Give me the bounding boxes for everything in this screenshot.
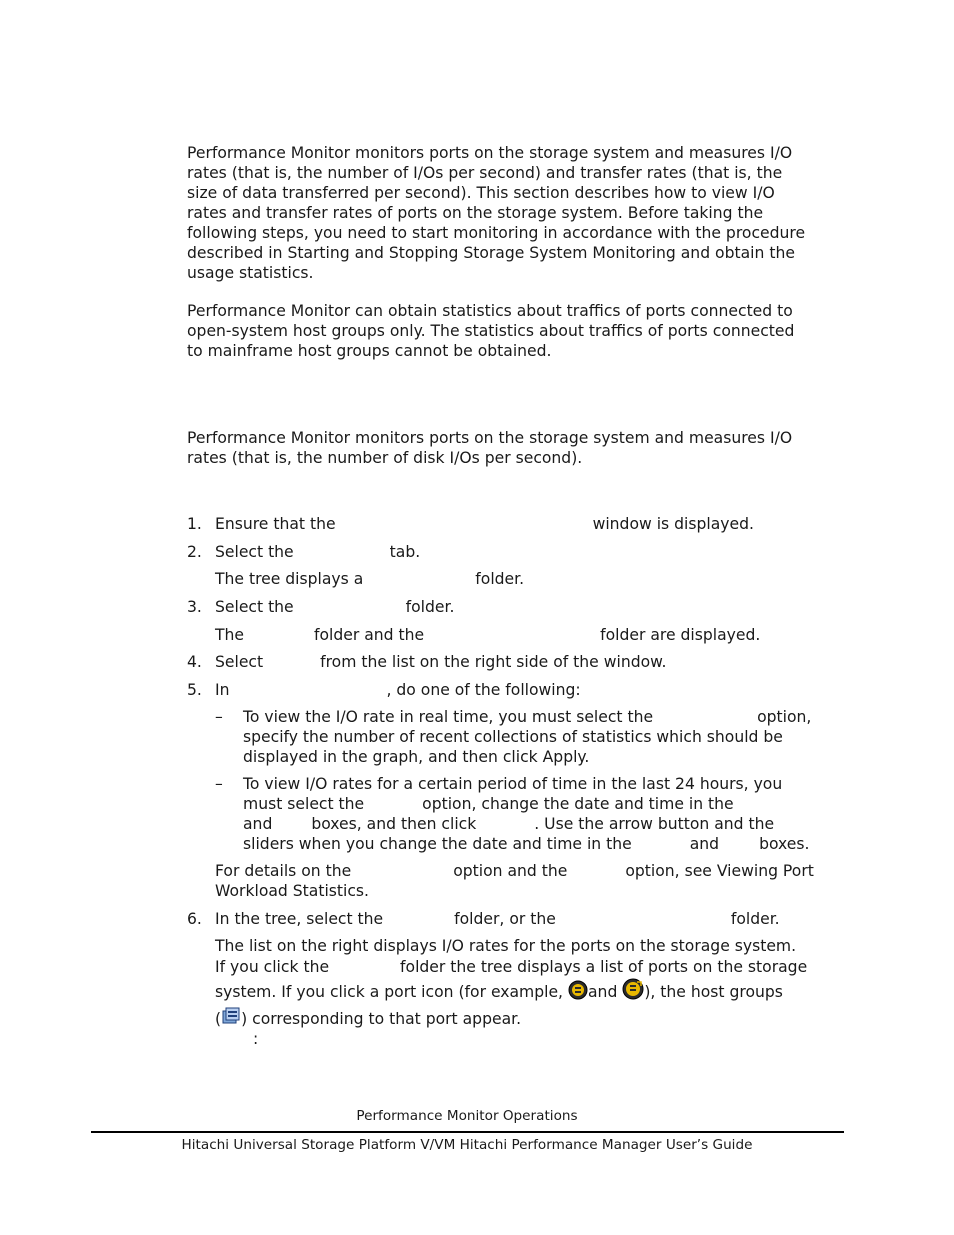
text-line: Performance Monitor can obtain statistics about traffics of ports connected to: [187, 302, 793, 320]
step-6-result: [215, 936, 855, 1033]
note-colon: :: [253, 1030, 259, 1048]
step-text: folder the tree displays a list of ports on the storage: [400, 958, 808, 976]
dash-bullet: –: [215, 708, 223, 726]
step-5-details: [215, 861, 855, 901]
step-text: and: [243, 815, 273, 833]
step-2: [187, 542, 420, 562]
text-line: usage statistics.: [187, 264, 314, 282]
step-text: folder.: [475, 570, 525, 588]
text-line: Performance Monitor monitors ports on the storage system and measures I/O: [187, 429, 793, 447]
footer-guide-title: Hitachi Universal Storage Platform V/VM Hitachi Performance Manager User’s Guide: [181, 1137, 753, 1153]
step-text: Ensure that the: [215, 515, 336, 533]
step-text: and: [689, 835, 720, 853]
port-icon-alt: [622, 978, 644, 1007]
step-text: Select the: [215, 598, 294, 616]
step-number: 2.: [187, 543, 202, 561]
footer-divider: [91, 1131, 844, 1133]
step-text: ), the host groups: [644, 983, 783, 1001]
step-number: 6.: [187, 910, 202, 928]
step-text: The: [215, 626, 245, 644]
step-text: Select the: [215, 543, 294, 561]
step-text: option and the: [453, 862, 568, 880]
step-text: sliders when you change the date and time in the: [243, 835, 632, 853]
text-line: following steps, you need to start monitoring in accordance with the procedure: [187, 224, 806, 242]
step-text: , do one of the following:: [386, 681, 581, 699]
text-line: specify the number of recent collections of statistics which should be: [243, 728, 783, 746]
step-text: ) corresponding to that port appear.: [241, 1010, 522, 1028]
step-text: boxes.: [759, 835, 810, 853]
step-text: The tree displays a: [215, 570, 364, 588]
text-line: size of data transferred per second). This section describes how to view I/O: [187, 184, 775, 202]
step-text: tab.: [389, 543, 421, 561]
option-realtime-item: [215, 707, 855, 767]
step-text: window is displayed.: [592, 515, 754, 533]
step-text: folder and the: [314, 626, 425, 644]
section-paragraph: [187, 428, 847, 468]
step-2-result: [215, 569, 855, 589]
text-line: rates (that is, the number of disk I/Os per second).: [187, 449, 583, 467]
option-period-item: [215, 774, 855, 854]
dash-bullet: –: [215, 775, 223, 793]
step-text: boxes, and then click: [311, 815, 477, 833]
text-line: The list on the right displays I/O rates for the ports on the storage system.: [215, 937, 797, 955]
port-icon: [568, 980, 588, 1007]
step-3-result: [215, 625, 855, 645]
step-text: For details on the: [215, 862, 352, 880]
text-line: Workload Statistics.: [215, 882, 370, 900]
step-text: option, see Viewing Port: [625, 862, 814, 880]
step-text: and: [588, 983, 618, 1001]
host-group-icon: [221, 1007, 241, 1033]
step-text: option, change the date and time in the: [422, 795, 734, 813]
step-6: [187, 909, 780, 929]
step-text: from the list on the right side of the window.: [320, 653, 667, 671]
step-3: [187, 597, 454, 617]
step-text: option,: [757, 708, 812, 726]
footer-section-title: Performance Monitor Operations: [356, 1108, 578, 1124]
step-text: must select the: [243, 795, 365, 813]
step-text: In: [215, 681, 230, 699]
step-text: In the tree, select the: [215, 910, 384, 928]
step-number: 5.: [187, 681, 202, 699]
text-line: open-system host groups only. The statistics about traffics of ports connected: [187, 322, 795, 340]
step-1: [187, 514, 754, 534]
step-text: folder are displayed.: [600, 626, 761, 644]
step-number: 4.: [187, 653, 202, 671]
text-line: rates and transfer rates of ports on the storage system. Before taking the: [187, 204, 764, 222]
step-text: To view the I/O rate in real time, you must select the: [243, 708, 654, 726]
step-text: If you click the: [215, 958, 330, 976]
step-text: Select: [215, 653, 264, 671]
text-line: described in Starting and Stopping Storage System Monitoring and obtain the: [187, 244, 795, 262]
step-number: 1.: [187, 515, 202, 533]
text-line: Performance Monitor monitors ports on the storage system and measures I/O: [187, 144, 793, 162]
step-5: [187, 680, 581, 700]
intro-paragraph: [187, 143, 847, 283]
step-number: 3.: [187, 598, 202, 616]
step-4: [187, 652, 666, 672]
step-text: folder.: [405, 598, 455, 616]
text-line: displayed in the graph, and then click Apply.: [243, 748, 590, 766]
step-text: folder, or the: [454, 910, 556, 928]
step-text: (: [215, 1010, 222, 1028]
text-line: To view I/O rates for a certain period of time in the last 24 hours, you: [243, 775, 783, 793]
note-paragraph: [187, 301, 847, 361]
step-text: system. If you click a port icon (for example,: [215, 983, 564, 1001]
text-line: to mainframe host groups cannot be obtained.: [187, 342, 552, 360]
step-text: . Use the arrow button and the: [534, 815, 775, 833]
step-text: folder.: [730, 910, 780, 928]
text-line: rates (that is, the number of I/Os per second) and transfer rates (that is, the: [187, 164, 783, 182]
